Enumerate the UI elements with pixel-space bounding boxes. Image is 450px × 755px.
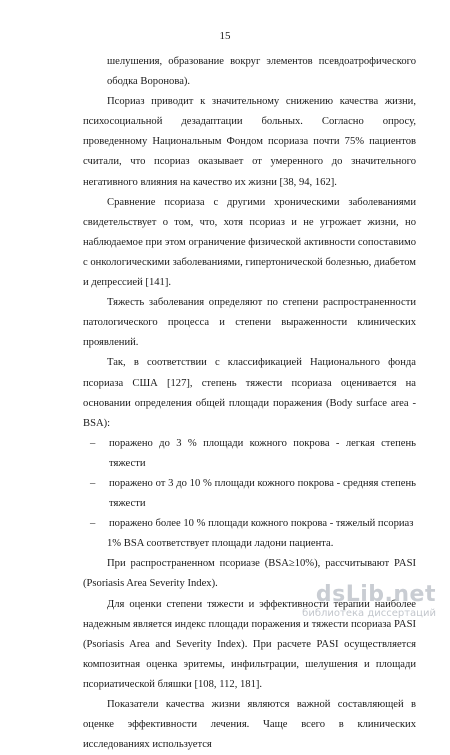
list-item xyxy=(83,434,416,474)
list-item xyxy=(83,514,416,534)
paragraph: Псориаз приводит к значительному снижению качества жизни, психосоциальной дезадаптации больных. Согласно опросу, проведенному Национальным Фондом псориаза почти 75% пациентов считали, что псориаз оказывает от умеренного до значительного негативного влияния на качество их жизни [38, 94, 162]. xyxy=(83,96,416,188)
paragraph: Так, в соответствии с классификацией Национального фонда псориаза США [127], степень тяжести псориаза оценивается на основании определения общей площади поражения (Body surface area - BSA): xyxy=(83,357,416,429)
watermark-logo: dsLib.net xyxy=(315,582,436,607)
page-number: 15 xyxy=(219,30,231,42)
paragraph: Показатели качества жизни являются важной составляющей в оценке эффективности лечения. Чаще всего в клинических исследованиях используется xyxy=(83,699,416,751)
paragraph: 1% BSA соответствует площади ладони пациента. xyxy=(107,538,334,550)
dash-marker: – xyxy=(90,518,96,530)
dash-marker: – xyxy=(90,477,96,489)
list-item xyxy=(83,474,416,514)
document-body xyxy=(83,52,416,755)
list-item-text: поражено от 3 до 10 % площади кожного покрова - средняя степень тяжести xyxy=(109,477,416,510)
paragraph: Сравнение псориаза с другими хроническими заболеваниями свидетельствует о том, что, хотя псориаз и не угрожает жизни, но наблюдаемое при этом ограничение физической активности сопоставимо с онкологическими заболеваниями, гипертонической болезнью, диабетом и депрессией [141]. xyxy=(83,196,416,289)
paragraph: Для оценки степени тяжести и эффективности терапии наиболее надежным является индекс площади поражения и тяжести псориаза PASI (Psoriasis Area and Severity Index). При расчете PASI осуществляется композитная оценка эритемы, инфильтрации, шелушения и площади псориатической бляшки [108, 112, 181]. xyxy=(83,598,416,690)
list-item-text: поражено более 10 % площади кожного покрова - тяжелый псориаз xyxy=(109,518,414,530)
paragraph-continuation: шелушения, образование вокруг элементов псевдоатрофического ободка Воронова). xyxy=(107,56,416,88)
dash-marker: – xyxy=(90,437,96,449)
watermark xyxy=(276,583,436,620)
paragraph: Тяжесть заболевания определяют по степени распространенности патологического процесса и степени выраженности клинических проявлений. xyxy=(83,297,416,349)
list-item-text: поражено до 3 % площади кожного покрова - легкая степень тяжести xyxy=(109,437,416,469)
severity-list xyxy=(83,434,416,534)
paragraph: При распространенном псориазе (BSA≥10%), рассчитывают PASI (Psoriasis Area Severity Index). xyxy=(83,558,416,590)
watermark-subtitle: библиотека диссертаций xyxy=(302,608,436,619)
